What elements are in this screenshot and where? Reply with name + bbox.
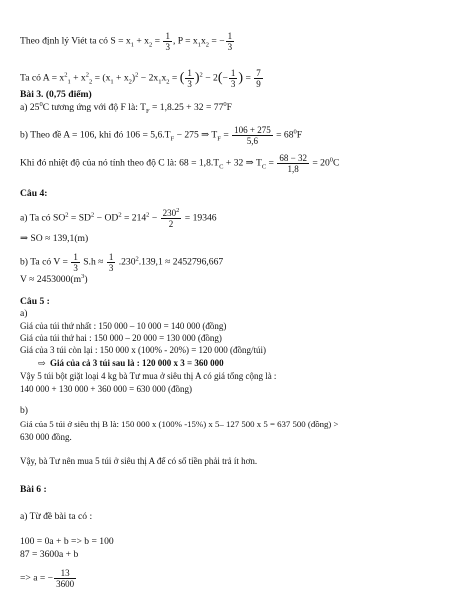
cau5-line-3: Giá của 3 túi còn lại : 150 000 x (100% - 20%) = 120 000 (đồng/túi): [20, 345, 267, 355]
numerator: 1: [108, 252, 114, 262]
sub: 2: [205, 41, 210, 49]
denominator: 3: [165, 42, 170, 52]
cau5-line-7: Giá của 5 túi ở siêu thị B là: 150 000 x (100% -15%) x 5– 127 500 x 5 = 637 500 (đồng) >: [20, 419, 339, 429]
sup: 0: [39, 100, 43, 108]
text: .230: [116, 256, 136, 268]
numerator: 1: [165, 31, 170, 41]
numerator: 106 + 275: [234, 125, 271, 135]
sub: 2: [166, 78, 170, 86]
sup: 3: [81, 272, 85, 280]
text: ): [131, 72, 136, 84]
viet-line: [20, 31, 235, 52]
cau5-line-5: Vậy 5 túi bột giặt loại 4 kg bà Tư mua ở siêu thị A có giá tổng cộng là :: [20, 371, 277, 381]
fraction: [185, 68, 194, 89]
fraction: [71, 252, 80, 273]
denominator: 3: [230, 79, 236, 89]
denominator: 3: [227, 42, 233, 52]
text: Theo định lý Viét ta có S = x: [20, 35, 131, 47]
text: = (x: [92, 72, 111, 84]
fraction: [229, 68, 238, 89]
bai3-a-line: [20, 102, 232, 114]
text: , P = x: [172, 35, 198, 47]
cau4-so-line: ⇒ SO ≈ 139,1(m): [20, 233, 89, 244]
sub: F: [217, 135, 221, 143]
denominator: 3: [108, 263, 114, 273]
sub: 1: [67, 78, 71, 86]
text: S.h ≈: [80, 256, 106, 268]
cau5-line-8: 630 000 đồng.: [20, 432, 72, 442]
text: + 32 ⇒ T: [223, 157, 262, 169]
paren-open: (: [217, 70, 223, 86]
sub: 2: [148, 41, 153, 49]
sup: 0: [223, 100, 227, 108]
text: = 214: [121, 212, 147, 224]
numerator: 1: [227, 31, 233, 41]
text: F: [296, 129, 303, 141]
sup: 2: [199, 71, 203, 79]
sup: 2: [64, 71, 68, 79]
text: a) 25: [20, 102, 40, 113]
text: + x: [133, 35, 149, 47]
bai6-line-1: 100 = 0a + b => b = 100: [20, 536, 114, 547]
cau5-line-1: Giá của túi thứ nhất : 150 000 – 10 000 = 140 000 (đồng): [20, 321, 227, 331]
text: .139,1 ≈ 2452796,667: [138, 256, 224, 268]
sub: C: [219, 163, 224, 171]
text: − 2x: [138, 72, 159, 84]
bai3-c-line: [20, 153, 339, 174]
cau5-a-label: a): [20, 308, 28, 319]
text: C tương ứng với độ F là: T: [42, 102, 146, 113]
cau4-a-line: [20, 208, 217, 229]
fraction: [277, 153, 309, 174]
numerator: 1: [230, 68, 236, 78]
text: − 2: [202, 72, 218, 84]
sup: 2: [65, 211, 69, 219]
paren-open: (: [179, 70, 185, 86]
text: x: [200, 35, 206, 47]
cau4-b-line: [20, 252, 223, 273]
bai6-a-label: a) Từ đề bài ta có :: [20, 511, 93, 522]
denominator: 9: [256, 79, 261, 89]
bai6-line-3: [20, 568, 77, 589]
text: − OD: [94, 212, 119, 224]
cau5-line-2: Giá của túi thứ hai : 150 000 – 20 000 = 130 000 (đồng): [20, 333, 222, 343]
numerator: 13: [54, 568, 76, 579]
text: =: [152, 35, 163, 47]
sup: 2: [85, 71, 89, 79]
sup: 0: [329, 156, 334, 164]
text: =: [169, 72, 180, 84]
text: = 1,8.25 + 32 = 77: [149, 102, 224, 113]
text: =: [266, 157, 277, 169]
section-heading-cau4: Câu 4:: [20, 188, 48, 199]
text: = −: [209, 35, 225, 47]
text: b) Theo đề A = 106, khi đó 106 = 5,6.T: [20, 129, 171, 141]
denominator: 1,8: [287, 164, 299, 174]
text: a) Ta có SO: [20, 212, 66, 224]
sub: C: [261, 163, 267, 171]
fraction: [54, 568, 76, 589]
denominator: 3600: [56, 579, 75, 589]
sup: 2: [135, 255, 139, 263]
text: −: [149, 212, 160, 224]
sup: 2: [176, 207, 180, 214]
a-expression-line: Ta có $A = x^2_1 + x^2_2 = (x_1 + x_2)^2 - 2x_1x_2$ = ( $\frac{1}{3}$ )$^2$ − 2(− $\frac{1}{3}$ ) = $\frac{7}{9}$: [20, 68, 261, 89]
text: F: [226, 102, 232, 113]
section-heading-bai3: Bài 3. (0,75 điểm): [20, 89, 92, 100]
text: x: [161, 72, 167, 84]
sup: 2: [146, 211, 150, 219]
text: =: [220, 129, 232, 141]
text: 230: [162, 208, 177, 218]
sup: 2: [135, 71, 139, 79]
arrow-icon: ⇨: [38, 358, 46, 368]
sub: 2: [128, 78, 132, 86]
sub: F: [145, 107, 150, 115]
text: = 19346: [182, 212, 217, 224]
fraction: [254, 68, 263, 89]
text: C: [333, 157, 340, 169]
text: ): [84, 274, 88, 285]
numerator: 7: [256, 68, 261, 78]
text: = 20: [309, 157, 330, 169]
text: + x: [70, 72, 86, 84]
sub: 1: [130, 41, 134, 49]
numerator: [161, 208, 182, 219]
paren-close: ): [238, 70, 244, 86]
cau5-line-6: 140 000 + 130 000 + 360 000 = 630 000 (đồng): [20, 384, 192, 394]
text: =: [243, 72, 254, 84]
cau4-v-line: [20, 274, 88, 286]
denominator: 2: [168, 219, 174, 229]
text: => a = −: [20, 572, 54, 584]
cau5-b-label: b): [20, 405, 28, 416]
text: b) Ta có V =: [20, 256, 71, 268]
sub: 1: [158, 78, 162, 86]
fraction: [232, 125, 273, 146]
sub: 1: [110, 78, 114, 86]
sub: 2: [88, 78, 93, 86]
bai3-b-line: [20, 125, 302, 146]
sup: 2: [118, 211, 122, 219]
section-heading-bai6: Bài 6 :: [20, 484, 47, 495]
text: Giá của cả 3 túi sau là : 120 000 x 3 = 360 000: [50, 358, 224, 368]
sup: 0: [293, 128, 297, 136]
fraction: [107, 252, 116, 273]
sup: 2: [90, 211, 95, 219]
paren-close: ): [194, 70, 200, 86]
text: − 275 ⇒ T: [174, 129, 218, 141]
sub: F: [170, 135, 175, 143]
cau5-line-4: [38, 357, 224, 369]
numerator: 68 − 32: [279, 153, 307, 163]
text: V ≈ 2453000(m: [20, 274, 82, 285]
text: = SD: [68, 212, 91, 224]
denominator: 3: [187, 79, 192, 89]
numerator: 1: [187, 68, 192, 78]
numerator: 1: [73, 252, 78, 262]
text: Khi đó nhiệt độ của nó tính theo độ C là: 68 = 1,8.T: [20, 157, 220, 169]
text: + x: [113, 72, 129, 84]
fraction: [226, 31, 235, 52]
denominator: 3: [73, 263, 78, 273]
bai6-line-2: 87 = 3600a + b: [20, 549, 79, 560]
sub: 1: [197, 41, 201, 49]
fraction: [163, 31, 172, 52]
denominator: 5,6: [246, 136, 259, 146]
text: = 68: [273, 129, 294, 141]
fraction: [161, 208, 182, 229]
text: Ta có A = x: [20, 72, 65, 84]
section-heading-cau5: Câu 5 :: [20, 296, 50, 307]
cau5-conclusion: Vậy, bà Tư nên mua 5 túi ở siêu thị A để có số tiền phải trả ít hơn.: [20, 456, 258, 466]
